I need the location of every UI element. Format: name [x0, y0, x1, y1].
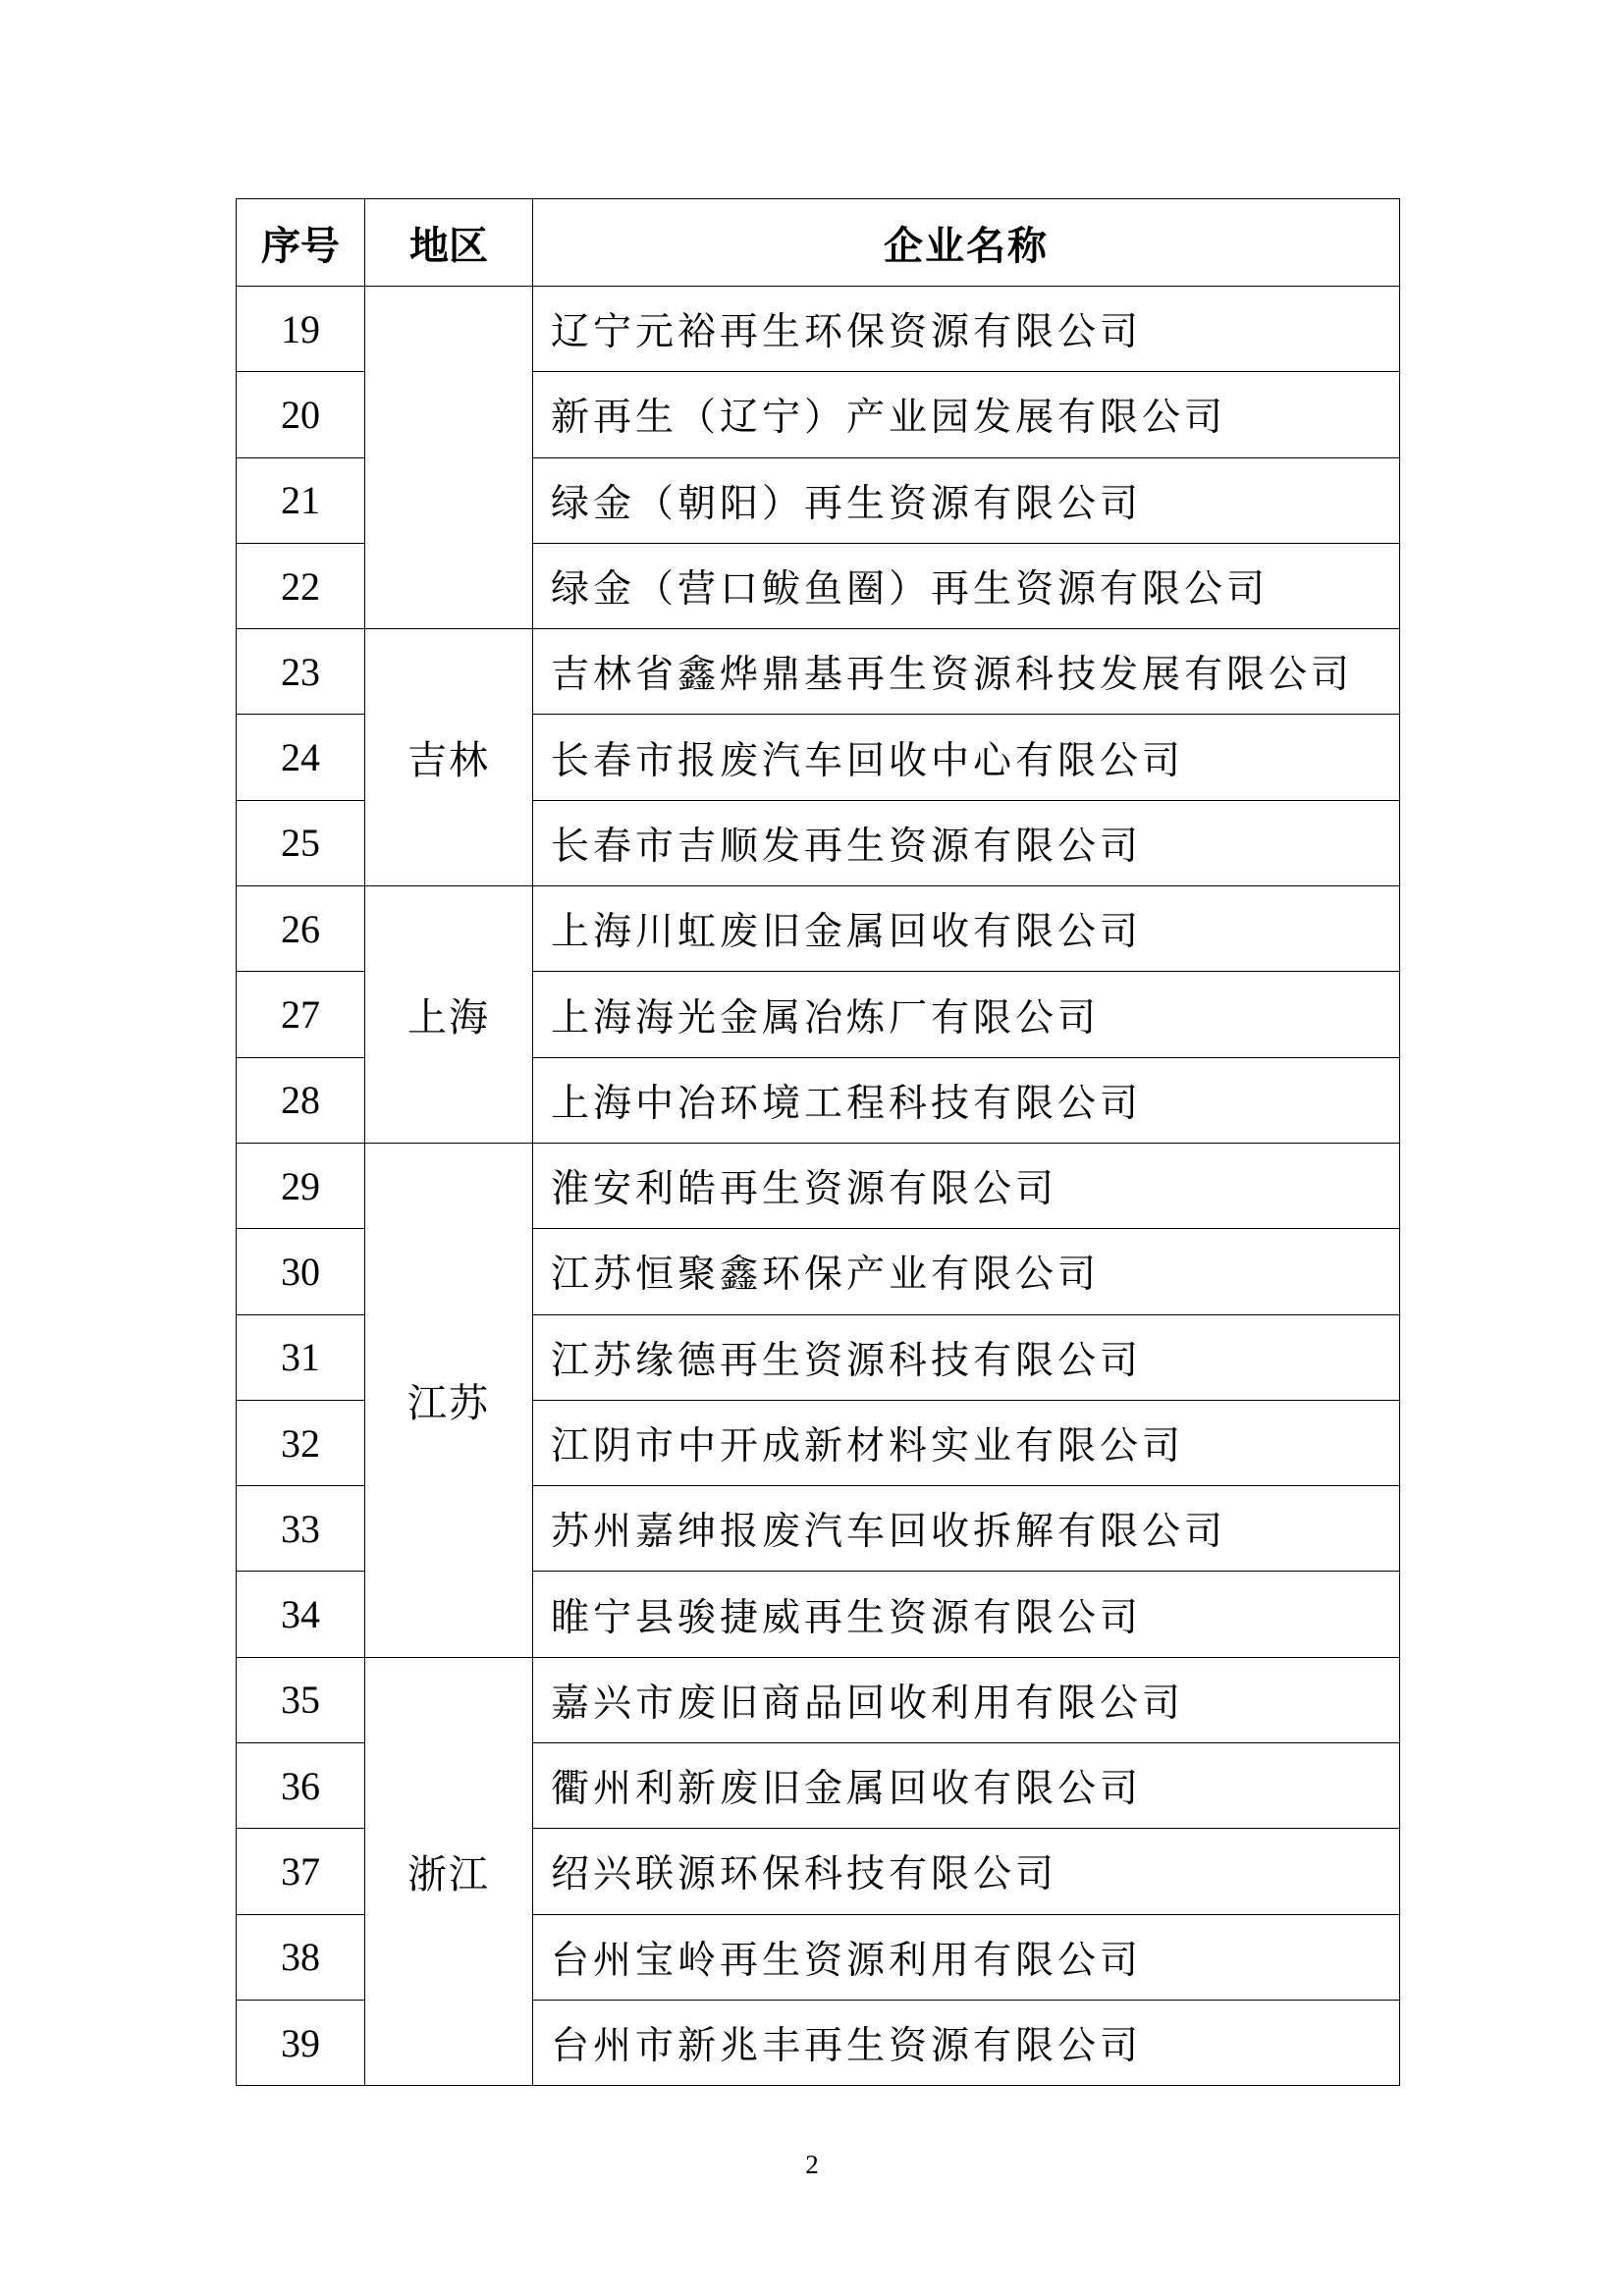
seq-cell: 33 — [237, 1486, 365, 1572]
company-cell: 绿金（营口鲅鱼圈）再生资源有限公司 — [533, 543, 1400, 628]
table-row — [237, 886, 1400, 972]
seq-cell: 21 — [237, 457, 365, 543]
company-cell: 长春市吉顺发再生资源有限公司 — [533, 800, 1400, 885]
header-seq: 序号 — [237, 199, 365, 287]
region-cell: 江苏 — [365, 1143, 533, 1657]
seq-cell: 39 — [237, 2000, 365, 2085]
company-cell: 长春市报废汽车回收中心有限公司 — [533, 715, 1400, 800]
company-cell: 绿金（朝阳）再生资源有限公司 — [533, 457, 1400, 543]
company-cell: 上海川虹废旧金属回收有限公司 — [533, 886, 1400, 972]
seq-cell: 26 — [237, 886, 365, 972]
seq-cell: 31 — [237, 1314, 365, 1400]
seq-cell: 35 — [237, 1657, 365, 1742]
company-cell: 绍兴联源环保科技有限公司 — [533, 1829, 1400, 1914]
seq-cell: 32 — [237, 1400, 365, 1485]
region-cell: 吉林 — [365, 629, 533, 886]
company-cell: 江阴市中开成新材料实业有限公司 — [533, 1400, 1400, 1485]
company-cell: 衢州利新废旧金属回收有限公司 — [533, 1743, 1400, 1829]
seq-cell: 24 — [237, 715, 365, 800]
seq-cell: 19 — [237, 287, 365, 372]
company-cell: 吉林省鑫烨鼎基再生资源科技发展有限公司 — [533, 629, 1400, 715]
table-body — [237, 287, 1400, 2086]
seq-cell: 23 — [237, 629, 365, 715]
company-cell: 江苏恒聚鑫环保产业有限公司 — [533, 1229, 1400, 1314]
seq-cell: 22 — [237, 543, 365, 628]
company-cell: 台州市新兆丰再生资源有限公司 — [533, 2000, 1400, 2085]
company-cell: 苏州嘉绅报废汽车回收拆解有限公司 — [533, 1486, 1400, 1572]
seq-cell: 25 — [237, 800, 365, 885]
page-number: 2 — [805, 2150, 819, 2179]
region-cell — [365, 287, 533, 629]
seq-cell: 38 — [237, 1914, 365, 2000]
company-cell: 台州宝岭再生资源利用有限公司 — [533, 1914, 1400, 2000]
company-cell: 上海中冶环境工程科技有限公司 — [533, 1057, 1400, 1143]
region-cell: 上海 — [365, 886, 533, 1144]
company-cell: 辽宁元裕再生环保资源有限公司 — [533, 287, 1400, 372]
company-cell: 上海海光金属冶炼厂有限公司 — [533, 972, 1400, 1057]
company-cell: 睢宁县骏捷威再生资源有限公司 — [533, 1572, 1400, 1657]
table-row — [237, 287, 1400, 372]
seq-cell: 20 — [237, 372, 365, 457]
seq-cell: 37 — [237, 1829, 365, 1914]
company-cell: 嘉兴市废旧商品回收利用有限公司 — [533, 1657, 1400, 1742]
seq-cell: 36 — [237, 1743, 365, 1829]
region-cell: 浙江 — [365, 1657, 533, 2085]
header-region: 地区 — [365, 199, 533, 287]
company-cell: 新再生（辽宁）产业园发展有限公司 — [533, 372, 1400, 457]
seq-cell: 28 — [237, 1057, 365, 1143]
table-row — [237, 1657, 1400, 1742]
table-header-row — [237, 199, 1400, 287]
company-cell: 江苏缘德再生资源科技有限公司 — [533, 1314, 1400, 1400]
table-row — [237, 629, 1400, 715]
seq-cell: 27 — [237, 972, 365, 1057]
seq-cell: 29 — [237, 1143, 365, 1228]
enterprise-table — [236, 198, 1400, 2086]
seq-cell: 34 — [237, 1572, 365, 1657]
header-company: 企业名称 — [533, 199, 1400, 287]
company-cell: 淮安利皓再生资源有限公司 — [533, 1143, 1400, 1228]
seq-cell: 30 — [237, 1229, 365, 1314]
table-row — [237, 1143, 1400, 1228]
